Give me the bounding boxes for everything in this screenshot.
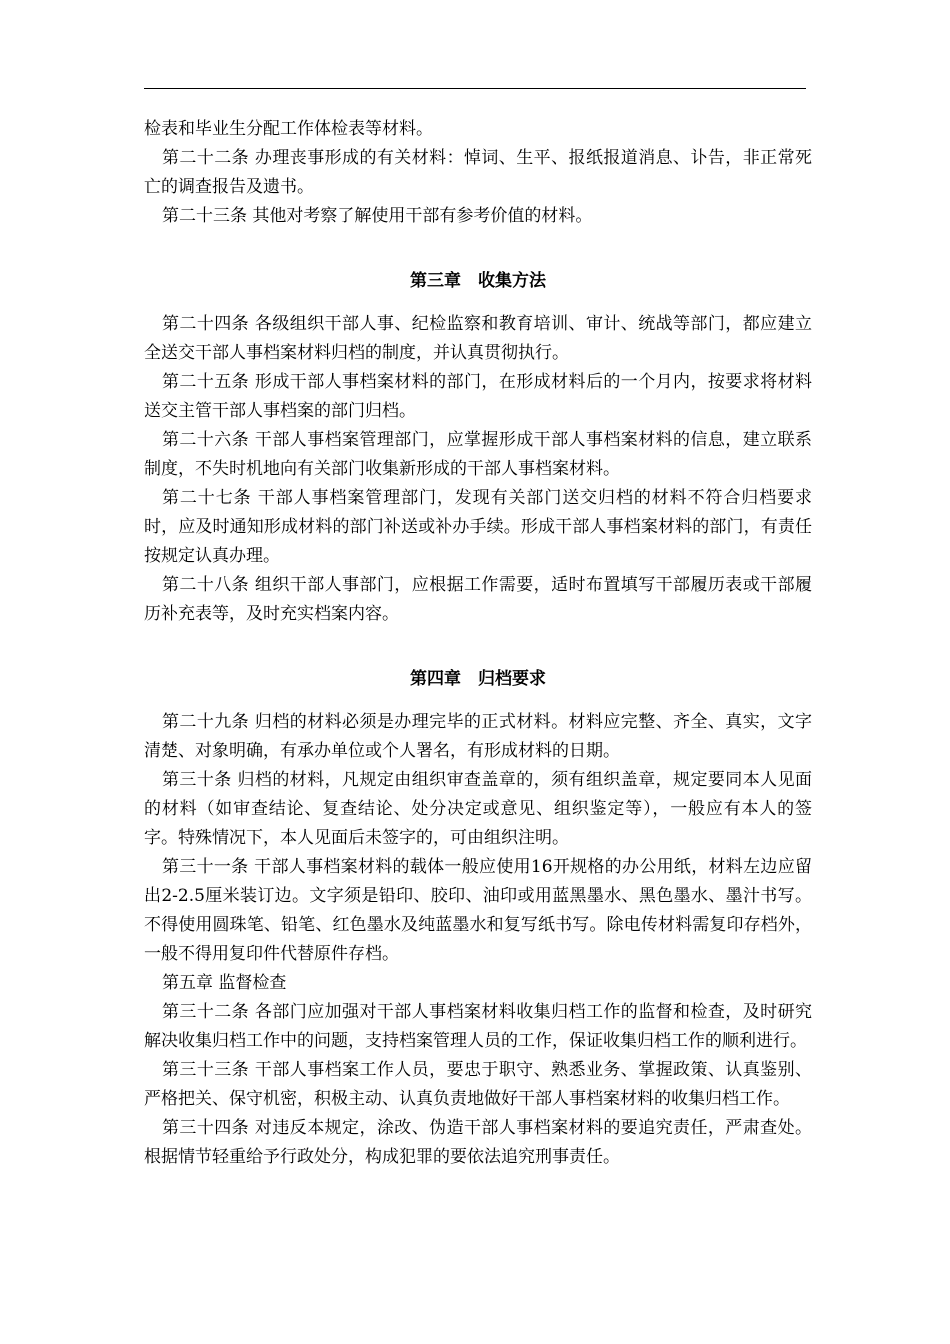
document-body [144,115,812,1172]
article-24: 第二十四条 各级组织干部人事、纪检监察和教育培训、审计、统战等部门，都应建立全送交干部人事档案材料归档的制度，并认真贯彻执行。 [144,314,812,363]
article-29: 第二十九条 归档的材料必须是办理完毕的正式材料。材料应完整、齐全、真实，文字清楚、对象明确，有承办单位或个人署名，有形成材料的日期。 [144,712,812,761]
article-30: 第三十条 归档的材料，凡规定由组织审查盖章的，须有组织盖章，规定要同本人见面的材料（如审查结论、复查结论、处分决定或意见、组织鉴定等），一般应有本人的签字。特殊情况下，本人见面后未签字的，可由组织注明。 [144,770,812,848]
article-22: 第二十二条 办理丧事形成的有关材料：悼词、生平、报纸报道消息、讣告，非正常死亡的调查报告及遗书。 [144,148,812,197]
chapter-4-title: 第四章 归档要求 [410,669,546,689]
article-28: 第二十八条 组织干部人事部门，应根据工作需要，适时布置填写干部履历表或干部履历补充表等，及时充实档案内容。 [144,575,812,624]
article-34: 第三十四条 对违反本规定，涂改、伪造干部人事档案材料的要追究责任，严肃查处。根据情节轻重给予行政处分，构成犯罪的要依法追究刑事责任。 [144,1118,812,1167]
article-33: 第三十三条 干部人事档案工作人员，要忠于职守、熟悉业务、掌握政策、认真鉴别、严格把关、保守机密，积极主动、认真负责地做好干部人事档案材料的收集归档工作。 [144,1060,812,1109]
article-26: 第二十六条 干部人事档案管理部门，应掌握形成干部人事档案材料的信息，建立联系制度，不失时机地向有关部门收集新形成的干部人事档案材料。 [144,430,812,479]
article-32: 第三十二条 各部门应加强对干部人事档案材料收集归档工作的监督和检查，及时研究解决收集归档工作中的问题，支持档案管理人员的工作，保证收集归档工作的顺利进行。 [144,1002,812,1051]
paragraph: 检表和毕业生分配工作体检表等材料。 [144,119,433,139]
chapter-3-title: 第三章 收集方法 [410,271,546,291]
article-23: 第二十三条 其他对考察了解使用干部有参考价值的材料。 [162,206,593,226]
article-27: 第二十七条 干部人事档案管理部门，发现有关部门送交归档的材料不符合归档要求时，应及时通知形成材料的部门补送或补办手续。形成干部人事档案材料的部门，有责任按规定认真办理。 [144,488,812,566]
article-31: 第三十一条 干部人事档案材料的载体一般应使用16开规格的办公用纸，材料左边应留出2-2.5厘米装订边。文字须是铅印、胶印、油印或用蓝黑墨水、黑色墨水、墨汁书写。不得使用圆珠笔、铅笔、红色墨水及纯蓝墨水和复写纸书写。除电传材料需复印存档外，一般不得用复印件代替原件存档。 [144,857,812,964]
header-rule [144,88,806,89]
article-25: 第二十五条 形成干部人事档案材料的部门，在形成材料后的一个月内，按要求将材料送交主管干部人事档案的部门归档。 [144,372,812,421]
chapter-5-title: 第五章 监督检查 [162,973,287,993]
